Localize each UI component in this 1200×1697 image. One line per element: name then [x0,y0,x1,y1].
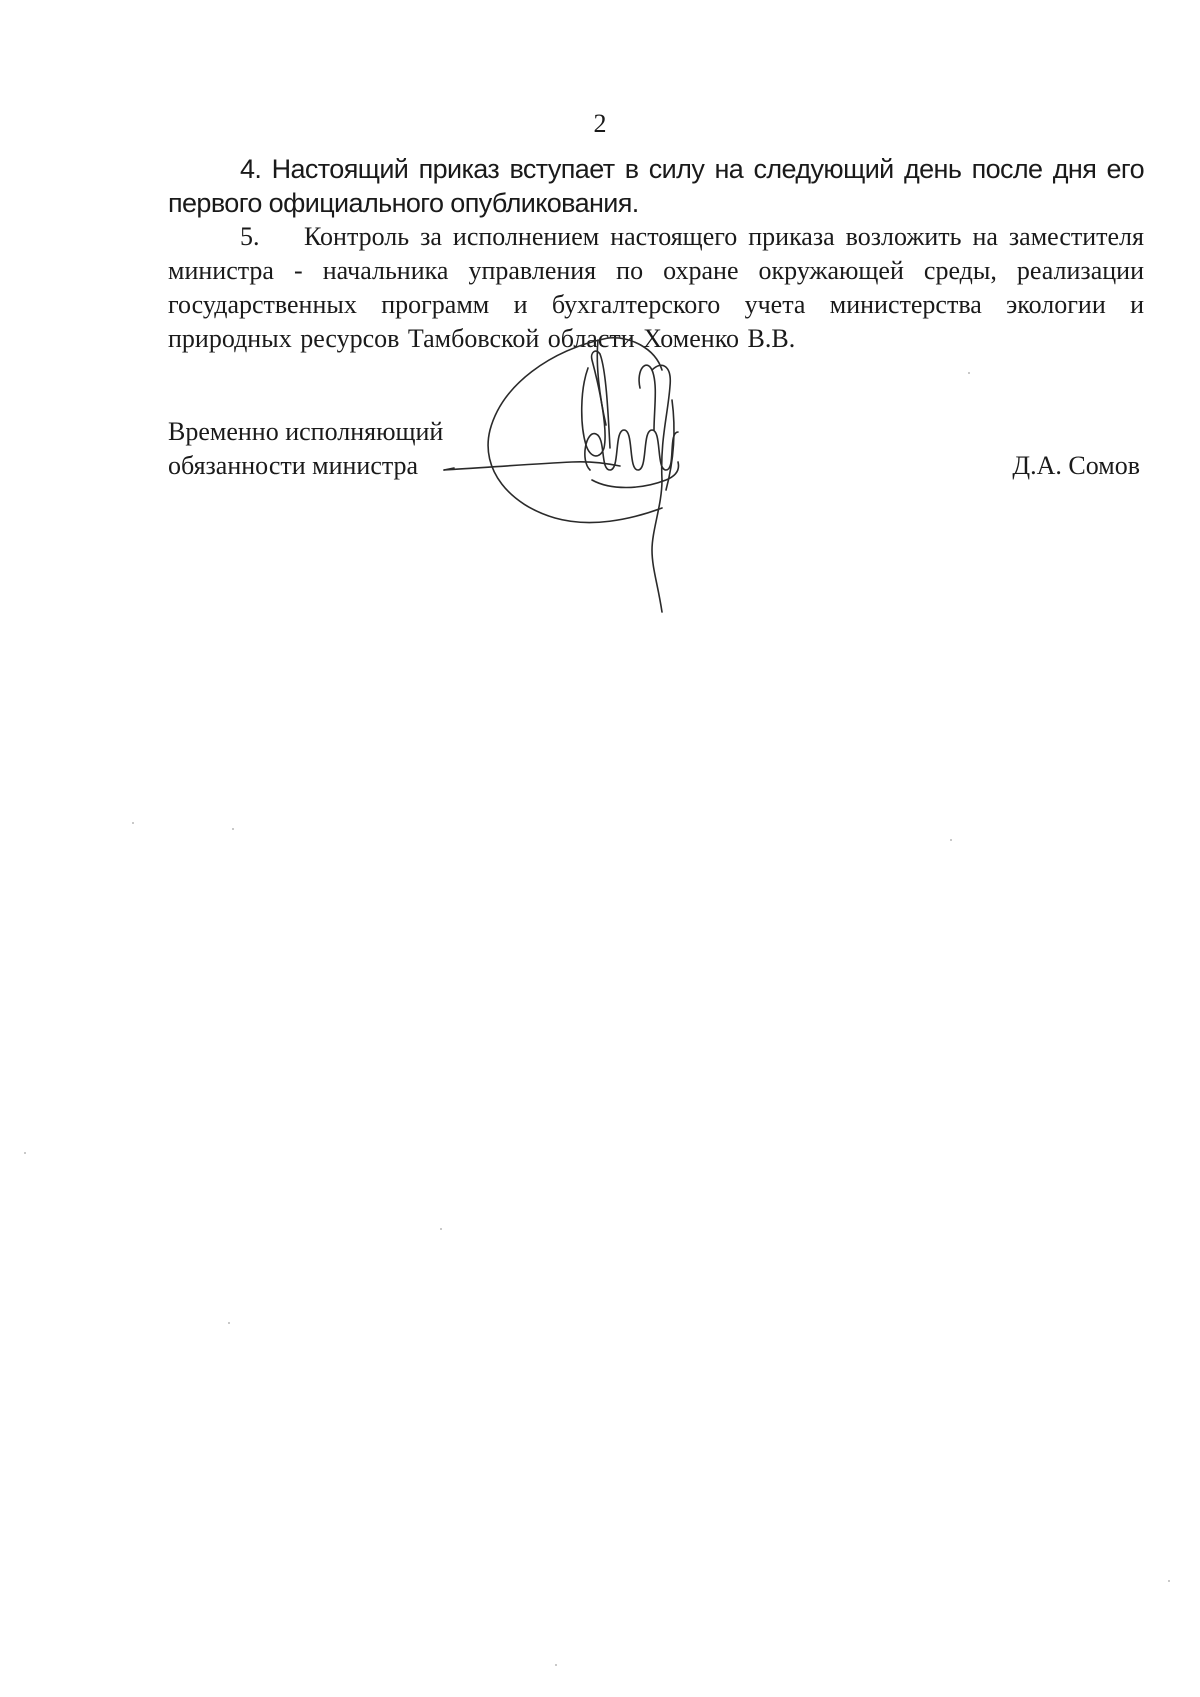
scan-speck [555,1664,557,1666]
signatory-role-line-2: обязанности министра [168,451,419,480]
document-body [168,152,1144,356]
scan-speck [228,1322,230,1324]
scan-speck [132,822,134,824]
scan-speck [440,1228,442,1230]
page-number: 2 [593,109,607,138]
signatory-role [168,415,443,483]
scan-speck [232,828,234,830]
scan-speck [1168,1580,1170,1582]
paragraph-5-text: Контроль за исполнением настоящего приказа возложить на заместителя министра - начальника управления по охране окружающей среды, реализации государственных программ и бухгалтерского учета министерства экологии и природных ресурсов Тамбовской области Хоменко В.В. [168,222,1144,353]
signatory-name: Д.А. Сомов [1012,451,1140,480]
paragraph-5-number: 5. [240,222,260,251]
signatory-role-line-1: Временно исполняющий [168,417,444,446]
handwritten-signature [440,330,770,620]
paragraph-4: 4. Настоящий приказ вступает в силу на следующий день после дня его первого официального опубликования. [168,154,1144,218]
scan-speck [24,1152,26,1154]
scan-speck [950,839,952,841]
scan-speck [968,372,970,374]
